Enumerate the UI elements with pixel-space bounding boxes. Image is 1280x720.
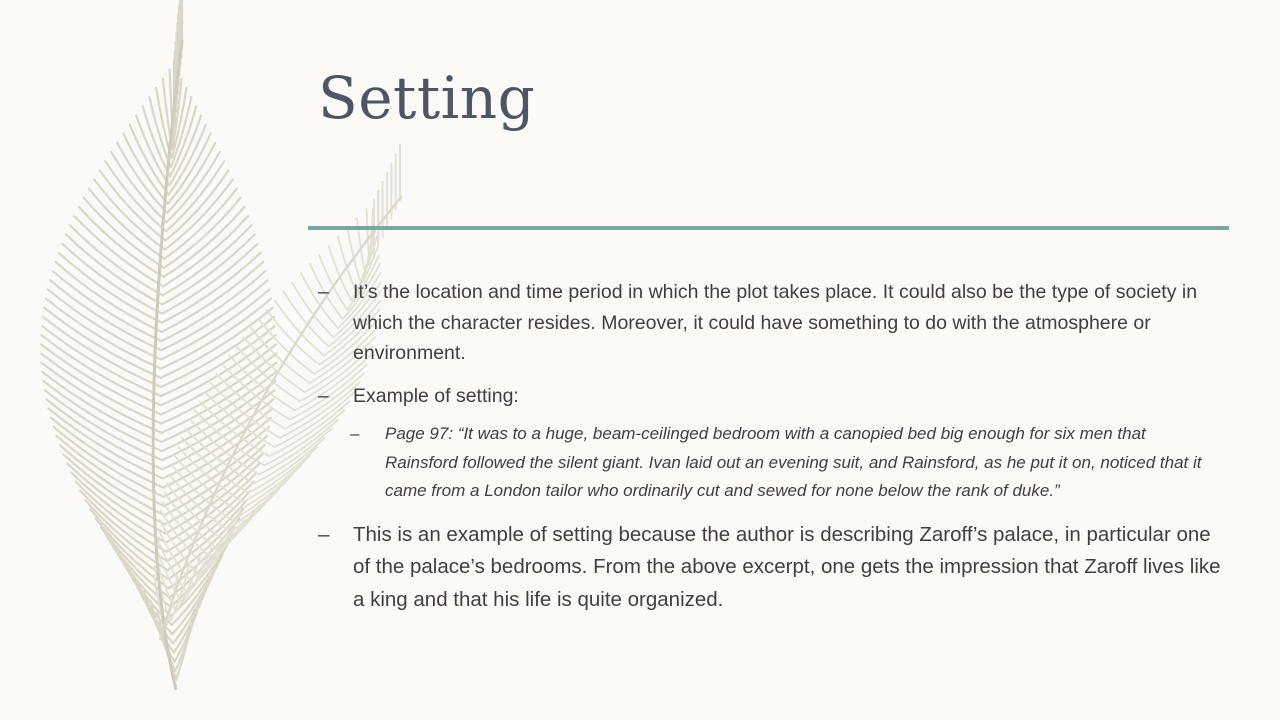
- slide-title: Setting: [318, 64, 536, 132]
- slide-content: [318, 277, 1223, 616]
- bullet-explanation: [318, 519, 1223, 617]
- bullet-text: Example of setting:: [353, 384, 519, 407]
- bullet-definition: [318, 277, 1223, 369]
- title-divider: [308, 226, 1229, 230]
- bullet-text: Page 97: “It was to a huge, beam-ceilinged bedroom with a canopied bed big enough for six men that Rainsford followed the silent giant. Ivan laid out an evening suit, and Rainsford, as he put it on, noticed that it came from a London tailor who ordinarily cut and sewed for none below the rank of duke.”: [385, 424, 1202, 500]
- bullet-dash: –: [318, 281, 329, 303]
- bullet-text: It’s the location and time period in which the plot takes place. It could also be the type of society in which the character resides. Moreover, it could have something to do with the atmosphere or environment.: [353, 281, 1198, 364]
- bullet-example-heading: [318, 381, 1223, 412]
- sub-bullet-quote: [350, 420, 1223, 506]
- bullet-dash: –: [318, 384, 329, 407]
- bullet-dash: –: [350, 424, 360, 443]
- bullet-text: This is an example of setting because the author is describing Zaroff’s palace, in particular one of the palace’s bedrooms. From the above excerpt, one gets the impression that Zaroff lives like a king and that his life is quite organized.: [353, 522, 1221, 611]
- bullet-dash: –: [318, 522, 330, 546]
